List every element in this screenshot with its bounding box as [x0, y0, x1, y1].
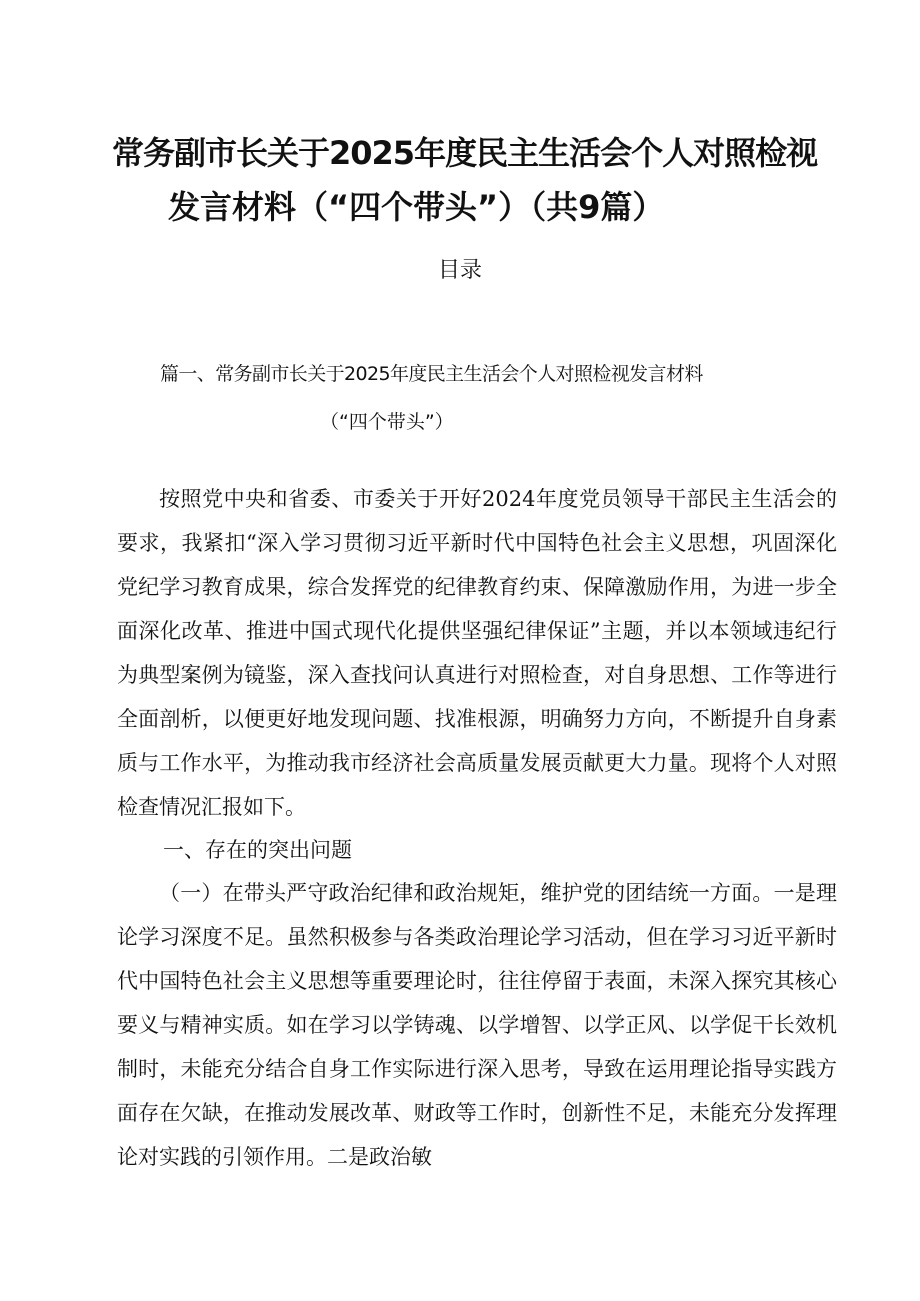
toc-item-line-2: （“四个带头”） [320, 411, 454, 433]
body-text [117, 477, 837, 1179]
toc-item-line-1: 篇一、常务副市长关于2025年度民主生活会个人对照检视发言材料 [160, 363, 703, 385]
body-paragraph: （一）在带头严守政治纪律和政治规矩，维护党的团结统一方面。一是理论学习深度不足。虽然积极参与各类政治理论学习活动，但在学习习近平新时代中国特色社会主义思想等重要理论时，往往停留于表面，未深入探究其核心要义与精神实质。如在学习以学铸魂、以学增智、以学正风、以学促干长效机制时，未能充分结合自身工作实际进行深入思考，导致在运用理论指导实践方面存在欠缺，在推动发展改革、财政等工作时，创新性不足，未能充分发挥理论对实践的引领作用。二是政治敏 [117, 881, 837, 1169]
section-heading: 一、存在的突出问题 [163, 838, 352, 862]
intro-paragraph: 按照党中央和省委、市委关于开好2024年度党员领导干部民主生活会的要求，我紧扣“深入学习贯彻习近平新时代中国特色社会主义思想，巩固深化党纪学习教育成果，综合发挥党的纪律教育约束、保障激励作用，为进一步全面深化改革、推进中国式现代化提供坚强纪律保证”主题，并以本领域违纪行为典型案例为镜鉴，深入查找问认真进行对照检查，对自身思想、工作等进行全面剖析，以便更好地发现问题、找准根源，明确努力方向，不断提升自身素质与工作水平，为推动我市经济社会高质量发展贡献更大力量。现将个人对照检查情况汇报如下。 [117, 487, 837, 819]
document-title [0, 126, 920, 234]
toc-item [160, 350, 850, 446]
toc-heading: 目录 [437, 258, 482, 283]
title-line-1: 常务副市长关于2025年度民主生活会个人对照检视 [112, 134, 818, 172]
title-line-2: 发言材料（“四个带头”）（共9篇） [168, 188, 665, 226]
